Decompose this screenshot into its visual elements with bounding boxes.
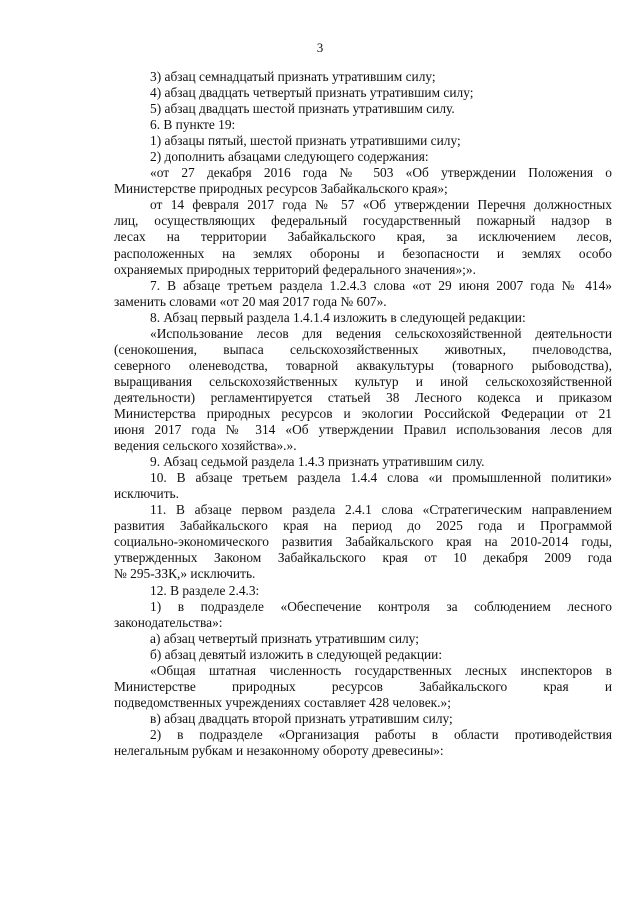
text-line: северного оленеводства, товарной аквакультуры (товарного рыбоводства), xyxy=(114,357,612,373)
text-line: подведомственных учреждениях составляет 428 человек.»; xyxy=(114,694,451,710)
text-line: утвержденных Законом Забайкальского края от 10 декабря 2009 года xyxy=(114,550,612,566)
text-line: 2) дополнить абзацами следующего содержания: xyxy=(150,149,429,165)
text-line: от 14 февраля 2017 года № 57 «Об утверждении Перечня должностных xyxy=(150,197,612,213)
text-line: 6. В пункте 19: xyxy=(150,117,236,133)
text-line: июня 2017 года № 314 «Об утверждении Правил использования лесов для xyxy=(114,422,612,438)
text-line: нелегальным рубкам и незаконному обороту древесины»: xyxy=(114,742,444,758)
text-line: 11. В абзаце первом раздела 2.4.1 слова «Стратегическим направлением xyxy=(150,502,612,518)
text-line: (сенокошения, выпаса сельскохозяйственных животных, пчеловодства, xyxy=(114,341,612,357)
text-line: 1) абзацы пятый, шестой признать утратившими силу; xyxy=(150,133,461,149)
text-line: лиц, осуществляющих федеральный государственный пожарный надзор в xyxy=(114,213,612,229)
text-line: а) абзац четвертый признать утратившим силу; xyxy=(150,630,419,646)
text-line: Министерстве природных ресурсов Забайкальского края и xyxy=(114,678,612,694)
text-line: деятельности) регламентируется статьей 38 Лесного кодекса и приказом xyxy=(114,389,612,405)
text-line: охраняемых природных территорий федерального значения»;». xyxy=(114,261,476,277)
text-line: 7. В абзаце третьем раздела 1.2.4.3 слова «от 29 июня 2007 года № 414» xyxy=(150,277,612,293)
text-line: 3) абзац семнадцатый признать утратившим силу; xyxy=(150,69,436,84)
text-line: заменить словами «от 20 мая 2017 года № 607». xyxy=(114,293,387,309)
text-line: «Использование лесов для ведения сельскохозяйственной деятельности xyxy=(150,325,612,341)
text-line: исключить. xyxy=(114,486,179,502)
text-line: расположенных на землях обороны и безопасности и землях особо xyxy=(114,245,612,261)
text-line: 10. В абзаце третьем раздела 1.4.4 слова «и промышленной политики» xyxy=(150,470,612,486)
document-body xyxy=(114,69,612,759)
text-line: «Общая штатная численность государственных лесных инспекторов в xyxy=(150,662,612,678)
text-line: развития Забайкальского края на период до 2025 года и Программой xyxy=(114,518,612,534)
text-line: № 295-ЗЗК,» исключить. xyxy=(114,566,256,582)
text-line: социально-экономического развития Забайкальского края на 2010-2014 годы, xyxy=(114,534,612,550)
text-line: «от 27 декабря 2016 года № 503 «Об утверждении Положения о xyxy=(150,165,612,181)
text-line: б) абзац девятый изложить в следующей редакции: xyxy=(150,646,443,662)
text-line: 5) абзац двадцать шестой признать утратившим силу. xyxy=(150,101,455,117)
text-line: ведения сельского хозяйства».». xyxy=(114,438,297,454)
text-line: в) абзац двадцать второй признать утратившим силу; xyxy=(150,710,453,726)
text-line: 1) в подразделе «Обеспечение контроля за соблюдением лесного xyxy=(150,598,612,614)
text-line: 12. В разделе 2.4.3: xyxy=(150,582,260,598)
text-line: Министерстве природных ресурсов Забайкальского края»; xyxy=(114,181,448,197)
text-line: выращивания сельскохозяйственных культур и иной сельскохозяйственной xyxy=(114,373,612,389)
page-number: 3 xyxy=(316,40,324,55)
text-line: лесах на территории Забайкальского края, за исключением лесов, xyxy=(114,229,612,245)
text-line: 9. Абзац седьмой раздела 1.4.3 признать утратившим силу. xyxy=(150,454,485,470)
text-line: 2) в подразделе «Организация работы в области противодействия xyxy=(150,726,612,742)
text-line: законодательства»: xyxy=(114,614,223,630)
text-line: 8. Абзац первый раздела 1.4.1.4 изложить в следующей редакции: xyxy=(150,309,526,325)
text-line: Министерства природных ресурсов и экологии Российской Федерации от 21 xyxy=(114,405,612,421)
text-line: 4) абзац двадцать четвертый признать утратившим силу; xyxy=(150,85,474,101)
